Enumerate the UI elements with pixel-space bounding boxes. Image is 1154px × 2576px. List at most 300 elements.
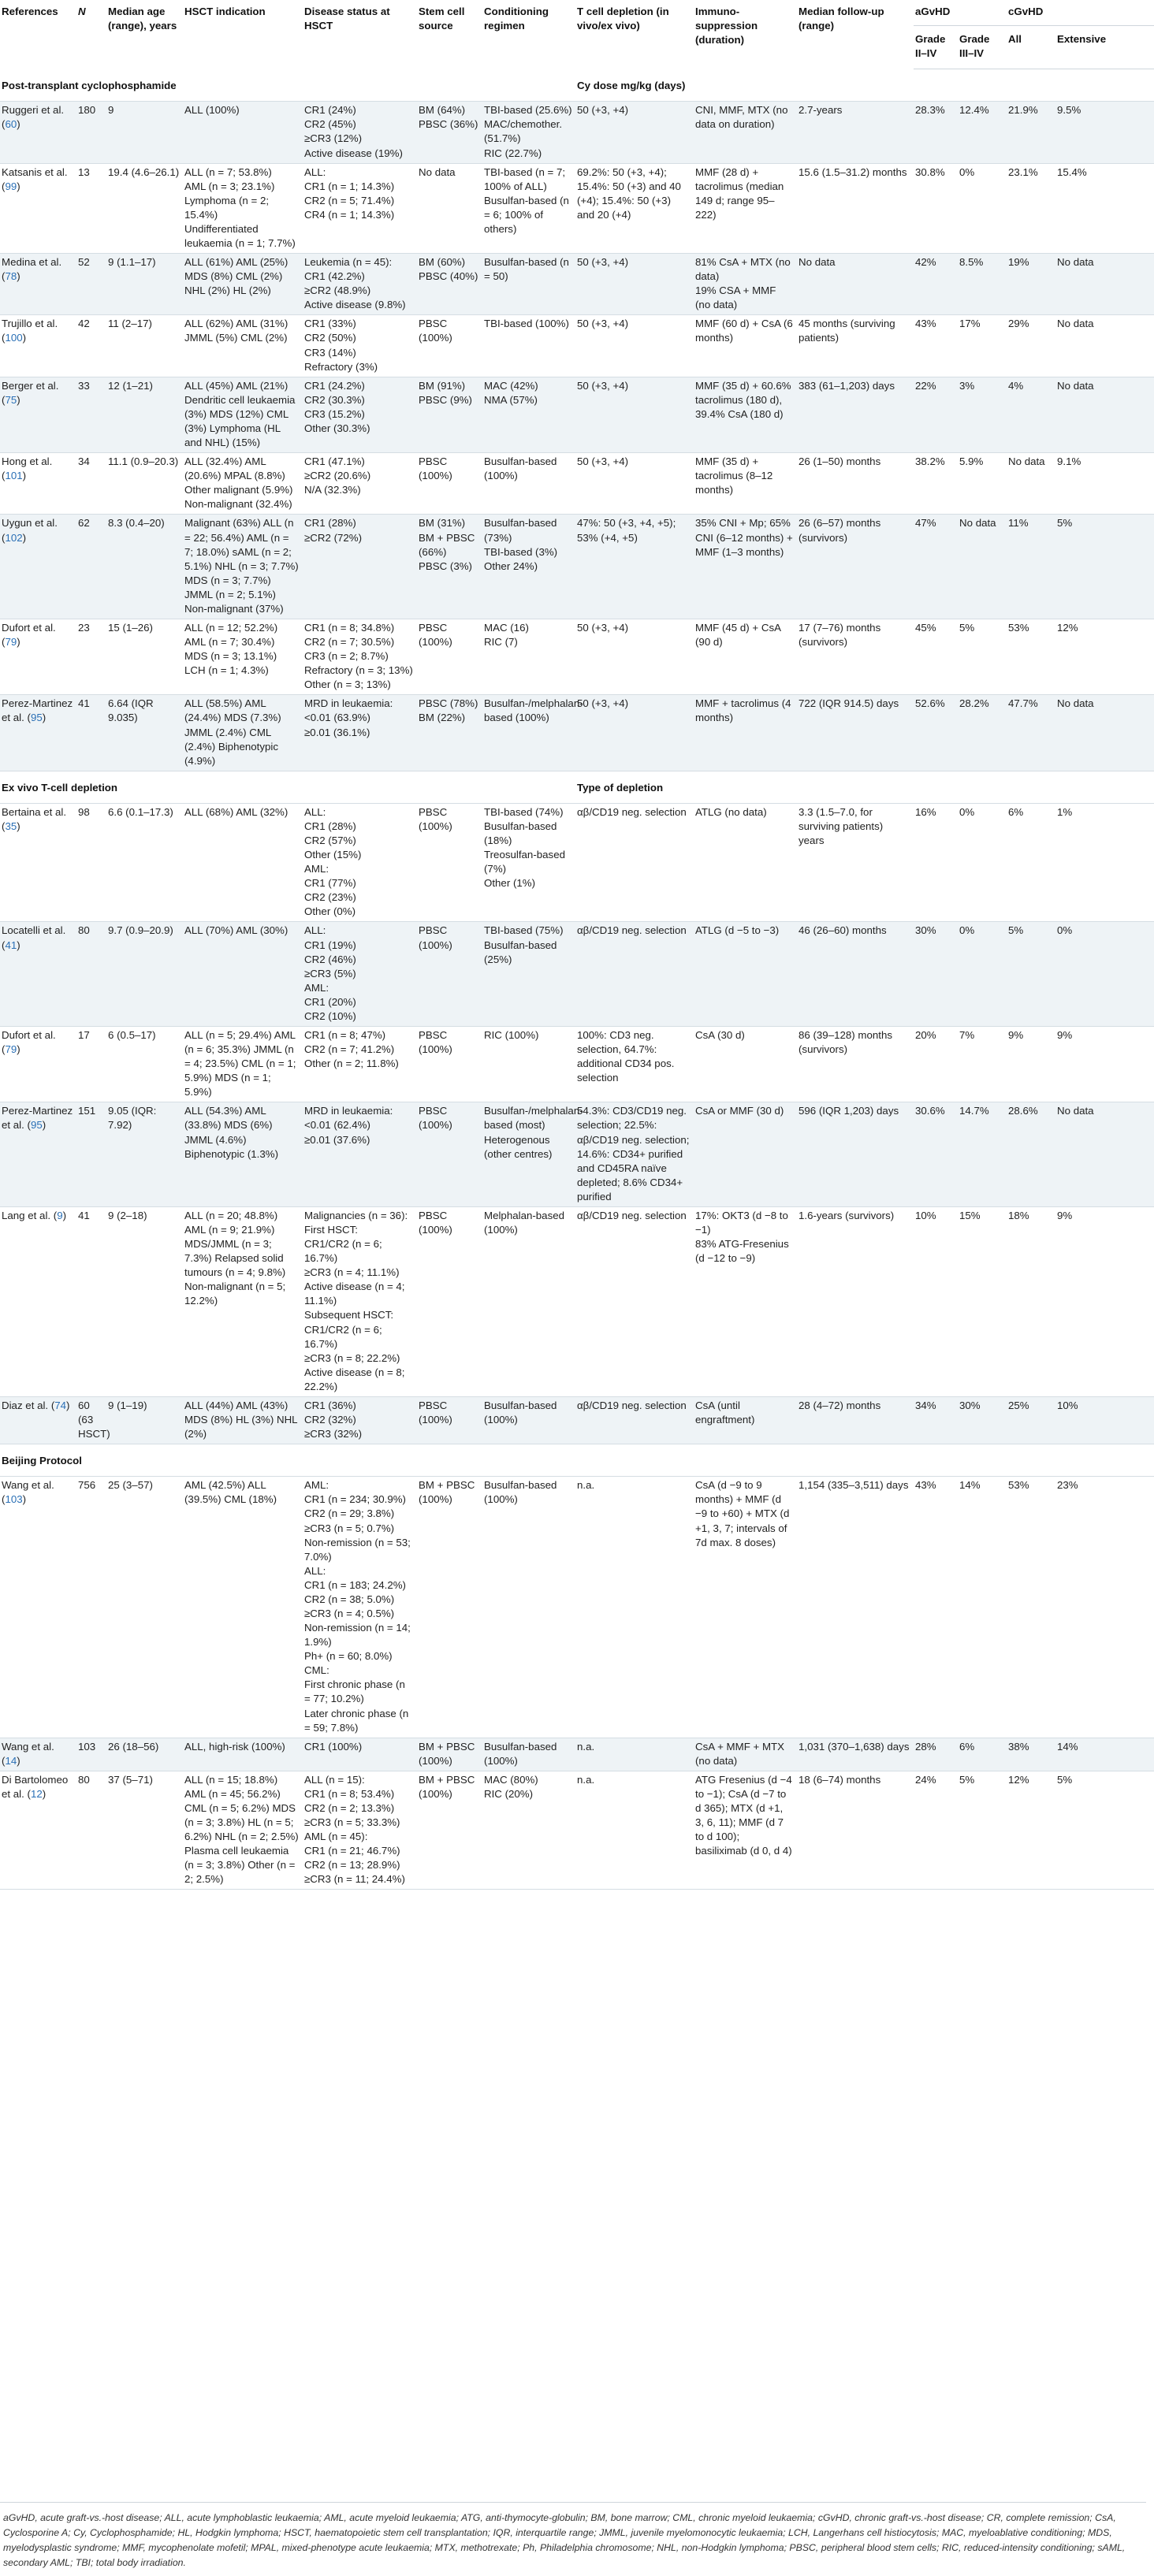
cell-conditioning (482, 377, 575, 452)
cell-line: RIC (20%) (484, 1787, 534, 1800)
cell-agvhd-grade-2-4 (914, 922, 958, 1027)
cell-line: PBSC (78%) (419, 697, 478, 710)
cell-stem-cell-source (417, 1206, 482, 1396)
cell-followup (797, 1206, 914, 1396)
cell-reference: Berger et al. (75) (2, 379, 59, 406)
cell-t-cell-depletion (575, 1206, 694, 1396)
cell-line: CR2 (n = 7; 30.5%) (304, 636, 395, 649)
cell-agvhd-grade-2-4 (914, 315, 958, 377)
cell-line: CR1/CR2 (n = 6; 16.7%) (304, 1238, 382, 1265)
cell-cgvhd-extensive (1055, 315, 1154, 377)
cell-agvhd-grade-2-4 (914, 1396, 958, 1444)
cell-line: No data (798, 256, 836, 269)
cell-cgvhd-all (1007, 515, 1055, 619)
table-row (0, 377, 1154, 452)
cell-n (76, 1738, 106, 1771)
reference-author: Diaz et al. (2, 1399, 49, 1411)
cell-hsct-indication (183, 1396, 303, 1444)
cell-line: 19.4 (4.6–26.1) (108, 165, 180, 178)
cell-agvhd-grade-2-4 (914, 163, 958, 253)
cell-line: αβ/CD19 neg. selection (577, 924, 687, 937)
cell-hsct-indication (183, 1738, 303, 1771)
reference-link[interactable]: 79 (5, 636, 17, 649)
cell-followup (797, 1027, 914, 1102)
cell-line: ≥CR3 (n = 5; 33.3%) (304, 1816, 400, 1829)
table-row (0, 922, 1154, 1027)
cell-line: 69.2%: 50 (+3, +4); 15.4%: 50 (+3) and 40 (+4); 15.4%: 50 (+3) and 20 (+4) (577, 165, 681, 221)
cell-line: 98 (78, 805, 90, 818)
cell-n (76, 1027, 106, 1102)
cell-line: Heterogenous (other centres) (484, 1133, 553, 1160)
cell-hsct-indication (183, 315, 303, 377)
cell-hsct-indication (183, 619, 303, 694)
cell-reference: Perez-Martinez et al. (95) (2, 1105, 73, 1132)
cell-line: 53% (1008, 621, 1029, 634)
cell-agvhd-grade-3-4 (958, 1102, 1007, 1207)
cell-line: No data (1057, 697, 1094, 710)
cell-median-age (106, 922, 183, 1027)
reference-link[interactable]: 78 (5, 270, 17, 283)
reference-link[interactable]: 79 (5, 1043, 17, 1056)
table-body (0, 69, 1154, 1890)
cell-cgvhd-extensive (1055, 515, 1154, 619)
cell-line: Treosulfan-based (7%) (484, 849, 565, 875)
cell-line: CR3 (n = 2; 8.7%) (304, 650, 389, 663)
cell-t-cell-depletion (575, 1027, 694, 1102)
cell-line: 1.6-years (survivors) (798, 1209, 895, 1221)
cell-line: ALL, high-risk (100%) (184, 1740, 285, 1753)
cell-line: ALL: (304, 165, 326, 178)
cell-cgvhd-extensive (1055, 922, 1154, 1027)
cell-line: 18 (6–74) months (798, 1773, 881, 1786)
cell-line: Active disease (n = 4; 11.1%) (304, 1281, 405, 1307)
cell-cgvhd-all (1007, 803, 1055, 922)
cell-line: Other (0%) (304, 905, 356, 918)
cell-line: 5% (959, 1773, 975, 1786)
reference-author: Di Bartolomeo et al. (2, 1773, 69, 1800)
reference-link[interactable]: 95 (30, 712, 43, 724)
cell-line: Refractory (n = 3; 13%) (304, 664, 413, 677)
cell-conditioning (482, 163, 575, 253)
cell-line: 46 (26–60) months (798, 924, 887, 937)
cell-line: 28.6% (1008, 1105, 1038, 1117)
cell-conditioning (482, 619, 575, 694)
reference-link[interactable]: 41 (5, 939, 17, 951)
cell-followup (797, 515, 914, 619)
cell-cgvhd-extensive (1055, 1102, 1154, 1207)
cell-followup (797, 453, 914, 515)
cell-line: Busulfan-based (100%) (484, 1740, 557, 1767)
cell-line: AML (n = 3; 23.1%) (184, 180, 275, 192)
cell-line: 60 (63 HSCT) (78, 1399, 110, 1440)
reference-link[interactable]: 75 (5, 393, 17, 406)
cell-line: ≥CR3 (n = 4; 0.5%) (304, 1607, 395, 1619)
cell-cgvhd-all (1007, 377, 1055, 452)
reference-link[interactable]: 60 (5, 118, 17, 131)
cell-reference: Wang et al. (103) (2, 1479, 54, 1506)
cell-immunosuppression (694, 1738, 797, 1771)
cell-line: MMF (28 d) + tacrolimus (median 149 d; range 95–222) (695, 165, 784, 221)
cell-line: 9.7 (0.9–20.9) (108, 924, 173, 937)
cell-agvhd-grade-2-4 (914, 453, 958, 515)
cell-line: αβ/CD19 neg. selection (577, 805, 687, 818)
cell-line: 62 (78, 517, 90, 530)
cell-line: ≥CR3 (5%) (304, 967, 356, 979)
table-row (0, 163, 1154, 253)
cell-agvhd-grade-3-4 (958, 803, 1007, 922)
reference-link[interactable]: 102 (5, 531, 23, 544)
cell-n (76, 315, 106, 377)
cell-line: 30% (959, 1399, 981, 1411)
table-row (0, 102, 1154, 163)
cell-disease-status (303, 1206, 417, 1396)
cell-t-cell-depletion (575, 1396, 694, 1444)
table-row (0, 254, 1154, 315)
cell-immunosuppression (694, 1477, 797, 1738)
cell-line: 34% (915, 1399, 936, 1411)
cell-line: 50 (+3, +4) (577, 697, 629, 710)
cell-median-age (106, 453, 183, 515)
table-row (0, 1102, 1154, 1207)
reference-link[interactable]: 100 (5, 332, 23, 344)
cell-line: TBI-based (3%) (484, 545, 558, 558)
cell-n (76, 254, 106, 315)
cell-line: 80 (78, 924, 90, 937)
cell-line: CR1 (n = 1; 14.3%) (304, 180, 395, 192)
cell-line: ≥CR2 (72%) (304, 531, 363, 544)
table-row (0, 515, 1154, 619)
cell-reference: Uygun et al. (102) (2, 517, 58, 544)
cell-immunosuppression (694, 1396, 797, 1444)
cell-n (76, 515, 106, 619)
section-header-row (0, 771, 1154, 803)
cell-line: PBSC (100%) (419, 621, 452, 649)
cell-immunosuppression (694, 619, 797, 694)
reference-link[interactable]: 9 (57, 1209, 63, 1221)
cell-line: CR2 (10%) (304, 1009, 356, 1022)
cell-cgvhd-all (1007, 619, 1055, 694)
cell-line: Busulfan-based (n = 50) (484, 256, 569, 283)
cell-line: TBI-based (75%) (484, 924, 564, 937)
cell-line: Busulfan-based (25%) (484, 939, 557, 965)
cell-line: 13 (78, 165, 90, 178)
reference-author: Berger et al. (2, 379, 59, 392)
reference-author: Dufort et al. (2, 621, 56, 634)
cell-disease-status (303, 1027, 417, 1102)
cell-line: αβ/CD19 neg. selection (577, 1399, 687, 1411)
cell-line: ALL: (304, 805, 326, 818)
cell-line: 45% (915, 621, 936, 634)
cell-line: ALL (n = 7; 53.8%) (184, 165, 272, 178)
cell-t-cell-depletion (575, 102, 694, 163)
reference-link[interactable]: 103 (5, 1493, 23, 1506)
cell-line: 5% (1057, 1773, 1073, 1786)
cell-line: CR1 (n = 21; 46.7%) (304, 1845, 400, 1857)
cell-line: 53% (1008, 1479, 1029, 1492)
cell-line: MMF (45 d) + CsA (90 d) (695, 621, 781, 649)
cell-line: CsA + MMF + MTX (no data) (695, 1740, 785, 1767)
cell-conditioning (482, 1102, 583, 1207)
cell-cgvhd-extensive (1055, 163, 1154, 253)
cell-line: AML: (304, 863, 329, 875)
cell-line: CR1 (33%) (304, 318, 356, 330)
cell-line: CR1 (n = 8; 47%) (304, 1029, 386, 1041)
cell-line: PBSC (100%) (419, 1399, 452, 1426)
cell-stem-cell-source (417, 377, 482, 452)
col-header-cgvhd-all: All (1007, 26, 1055, 69)
cell-conditioning (482, 515, 575, 619)
cell-line: 9 (1.1–17) (108, 256, 156, 269)
cell-immunosuppression (694, 315, 797, 377)
cell-line: <0.01 (62.4%) (304, 1119, 370, 1132)
cell-t-cell-depletion (575, 453, 694, 515)
cell-line: Undifferentiated leukaemia (n = 1; 7.7%) (184, 222, 296, 250)
cell-line: 19% CSA + MMF (no data) (695, 284, 776, 311)
cell-reference: Diaz et al. (74) (2, 1399, 70, 1411)
cell-stem-cell-source (417, 922, 482, 1027)
cell-median-age (106, 1396, 183, 1444)
cell-n (76, 377, 106, 452)
cell-line: ≥0.01 (37.6%) (304, 1133, 370, 1146)
cell-line: 28.2% (959, 697, 989, 710)
cell-median-age (106, 619, 183, 694)
cell-line: n.a. (577, 1773, 595, 1786)
cell-line: 0% (959, 805, 975, 818)
cell-line: 12.4% (959, 104, 989, 117)
cell-median-age (106, 163, 183, 253)
reference-link[interactable]: 99 (5, 180, 17, 192)
cell-line: BM + PBSC (100%) (419, 1740, 475, 1767)
cell-immunosuppression (694, 453, 797, 515)
cell-stem-cell-source (417, 453, 482, 515)
cell-cgvhd-extensive (1055, 102, 1154, 163)
cell-cgvhd-all (1007, 102, 1055, 163)
cell-t-cell-depletion (575, 1771, 694, 1890)
cell-line: 50 (+3, +4) (577, 455, 629, 468)
cell-line: Active disease (19%) (304, 147, 403, 159)
cell-agvhd-grade-3-4 (958, 315, 1007, 377)
cell-cgvhd-extensive (1055, 453, 1154, 515)
cell-immunosuppression (694, 695, 797, 771)
cell-cgvhd-all (1007, 922, 1055, 1027)
cell-cgvhd-all (1007, 453, 1055, 515)
cell-line: 24% (915, 1773, 936, 1786)
cell-line: 14% (959, 1479, 981, 1492)
cell-n (76, 695, 106, 771)
cell-followup (797, 1396, 914, 1444)
reference-author: Medina et al. (2, 256, 62, 269)
cell-line: 28.3% (915, 104, 945, 117)
cell-agvhd-grade-3-4 (958, 1396, 1007, 1444)
cell-line: ALL (68%) AML (32%) (184, 805, 288, 818)
cell-line: ALL (58.5%) AML (24.4%) MDS (7.3%) JMML (2.4%) CML (2.4%) Biphenotypic (4.9%) (184, 697, 281, 767)
cell-disease-status (303, 515, 417, 619)
cell-line: CR2 (30.3%) (304, 393, 365, 406)
cell-agvhd-grade-3-4 (958, 922, 1007, 1027)
cell-t-cell-depletion (575, 1738, 694, 1771)
reference-link[interactable]: 12 (30, 1787, 43, 1800)
cell-line: PBSC (9%) (419, 393, 472, 406)
cell-line: Malignancies (n = 36): (304, 1209, 408, 1221)
cell-line: PBSC (3%) (419, 559, 472, 572)
cell-line: 19% (1008, 256, 1029, 269)
cell-hsct-indication (183, 453, 303, 515)
cell-conditioning (482, 315, 575, 377)
cell-line: 6% (1008, 805, 1024, 818)
cell-agvhd-grade-3-4 (958, 1206, 1007, 1396)
cell-hsct-indication (183, 515, 303, 619)
cell-line: <0.01 (63.9%) (304, 712, 370, 724)
cell-line: ALL: (304, 924, 326, 937)
reference-link[interactable]: 14 (5, 1754, 17, 1767)
cell-stem-cell-source (417, 515, 482, 619)
cell-n (76, 102, 106, 163)
cell-line: CR1 (47.1%) (304, 455, 365, 468)
cell-line: PBSC (100%) (419, 1209, 452, 1236)
cell-disease-status (303, 254, 417, 315)
cell-line: Refractory (3%) (304, 360, 378, 373)
cell-line: 33 (78, 379, 90, 392)
cell-line: CR1 (24%) (304, 104, 356, 117)
cell-line: ALL (n = 15): (304, 1773, 365, 1786)
reference-author: Wang et al. (2, 1740, 54, 1753)
cell-cgvhd-all (1007, 1102, 1055, 1207)
cell-line: RIC (7) (484, 636, 518, 649)
cell-line: 5% (959, 621, 975, 634)
cell-conditioning (482, 922, 575, 1027)
cell-followup (797, 377, 914, 452)
col-header-t-cell-depletion: T cell depletion (in vivo/ex vivo) (575, 0, 694, 69)
cell-line: PBSC (36%) (419, 118, 478, 131)
cell-line: CR2 (46%) (304, 953, 356, 965)
cell-line: 42% (915, 256, 936, 269)
cell-line: ≥0.01 (36.1%) (304, 726, 370, 738)
cell-line: ATG Fresenius (d −4 to −1); CsA (d −7 to d 365); MTX (d +1, 3, 6, 11); MMF (d 7 to d 100); basiliximab (d 0, d 4) (695, 1773, 792, 1857)
cell-line: 12% (1008, 1773, 1029, 1786)
cell-line: CR2 (n = 38; 5.0%) (304, 1593, 395, 1605)
cell-cgvhd-all (1007, 1771, 1055, 1890)
cell-n (76, 1771, 106, 1890)
cell-agvhd-grade-3-4 (958, 1027, 1007, 1102)
cell-line: 17 (78, 1029, 90, 1041)
cell-agvhd-grade-3-4 (958, 1477, 1007, 1738)
cell-line: ALL (n = 20; 48.8%) AML (n = 9; 21.9%) MDS/JMML (n = 3; 7.3%) Relapsed solid tumours (n = 4; 9.8%) (184, 1209, 286, 1279)
cell-line: PBSC (100%) (419, 1029, 452, 1056)
cell-line: αβ/CD19 neg. selection (577, 1209, 687, 1221)
cell-conditioning (482, 1396, 575, 1444)
cell-cgvhd-all (1007, 163, 1055, 253)
reference-link[interactable]: 95 (30, 1119, 43, 1132)
cell-line: Non-remission (n = 14; 1.9%) (304, 1622, 411, 1649)
cell-agvhd-grade-2-4 (914, 1771, 958, 1890)
reference-link[interactable]: 101 (5, 470, 23, 482)
cell-hsct-indication (183, 1477, 303, 1738)
cell-median-age (106, 377, 183, 452)
cell-stem-cell-source (417, 1102, 482, 1207)
cell-line: Ph+ (n = 60; 8.0%) (304, 1650, 393, 1663)
cell-line: 52.6% (915, 697, 945, 710)
cell-agvhd-grade-2-4 (914, 695, 958, 771)
cell-line: 41 (78, 1209, 90, 1221)
cell-cgvhd-extensive (1055, 1396, 1154, 1444)
cell-line: No data (1057, 1105, 1094, 1117)
cell-line: BM (31%) (419, 517, 466, 530)
cell-line: TBI-based (25.6%) (484, 104, 572, 117)
cell-cgvhd-extensive (1055, 1206, 1154, 1396)
cell-line: AML (42.5%) ALL (39.5%) CML (18%) (184, 1479, 277, 1506)
cell-line: MAC/chemother. (51.7%) (484, 118, 563, 145)
cell-line: 756 (78, 1479, 96, 1492)
cell-line: ALL (32.4%) AML (20.6%) MPAL (8.8%) Other malignant (5.9%) (184, 455, 293, 496)
cell-line: 15% (959, 1209, 981, 1221)
cell-line: 81% CsA + MTX (no data) (695, 256, 791, 283)
cell-line: ≥CR3 (n = 5; 0.7%) (304, 1522, 395, 1534)
cell-conditioning (482, 453, 575, 515)
reference-link[interactable]: 74 (54, 1399, 67, 1411)
cell-line: Later chronic phase (n = 59; 7.8%) (304, 1707, 409, 1734)
cell-line: ATLG (d −5 to −3) (695, 924, 780, 937)
cell-line: ≥CR3 (32%) (304, 1428, 363, 1440)
cell-n (76, 1206, 106, 1396)
cell-line: ALL (54.3%) AML (33.8%) MDS (6%) JMML (4.6%) Biphenotypic (1.3%) (184, 1105, 278, 1160)
cell-t-cell-depletion (575, 803, 694, 922)
cell-line: Busulfan-/melphalan-based (100%) (484, 697, 583, 724)
cell-line: 7% (959, 1029, 975, 1041)
section-header-row (0, 1444, 1154, 1477)
cell-line: 25 (3–57) (108, 1479, 153, 1492)
reference-author: Perez-Martinez et al. (2, 697, 73, 724)
cell-line: 3.3 (1.5–7.0, for surviving patients) years (798, 805, 884, 846)
cell-t-cell-depletion (575, 1102, 694, 1207)
cell-hsct-indication (183, 1206, 303, 1396)
cell-line: 86 (39–128) months (survivors) (798, 1029, 893, 1056)
cell-reference: Lang et al. (9) (2, 1209, 67, 1221)
table-row (0, 803, 1154, 922)
cell-cgvhd-all (1007, 695, 1055, 771)
cell-n (76, 1477, 106, 1738)
cell-line: BM + PBSC (100%) (419, 1479, 475, 1506)
reference-link[interactable]: 35 (5, 820, 17, 832)
reference-author: Trujillo et al. (2, 318, 58, 330)
cell-line: BM + PBSC (66%) (419, 531, 475, 558)
cell-t-cell-depletion (575, 377, 694, 452)
cell-line: 6% (959, 1740, 975, 1753)
cell-line: CR1 (24.2%) (304, 379, 365, 392)
cell-line: PBSC (100%) (419, 805, 452, 832)
cell-agvhd-grade-3-4 (958, 1738, 1007, 1771)
cell-line: 10% (915, 1209, 936, 1221)
cell-disease-status (303, 315, 417, 377)
cell-hsct-indication (183, 922, 303, 1027)
cell-hsct-indication (183, 102, 303, 163)
cell-cgvhd-extensive (1055, 377, 1154, 452)
cell-reference: Trujillo et al. (100) (2, 318, 58, 344)
cell-line: Other (1%) (484, 877, 536, 890)
cell-line: ALL (n = 5; 29.4%) AML (n = 6; 35.3%) JMML (n = 4; 23.5%) CML (n = 1; 5.9%) MDS (n = 1; 5.9%) (184, 1029, 296, 1098)
cell-disease-status (303, 1771, 417, 1890)
cell-line: 9 (1–19) (108, 1399, 147, 1411)
section-title: Ex vivo T-cell depletion (2, 781, 118, 794)
cell-line: 22% (915, 379, 936, 392)
cell-line: 26 (1–50) months (798, 455, 881, 468)
cell-line: Melphalan-based (100%) (484, 1209, 565, 1236)
cell-line: AML (n = 45): (304, 1831, 368, 1843)
cell-line: 12% (1057, 621, 1078, 634)
cell-line: TBI-based (74%) (484, 805, 564, 818)
cell-line: Busulfan-based (100%) (484, 1399, 557, 1426)
cell-line: ≥CR3 (n = 11; 24.4%) (304, 1873, 405, 1886)
cell-reference: Medina et al. (78) (2, 256, 62, 283)
